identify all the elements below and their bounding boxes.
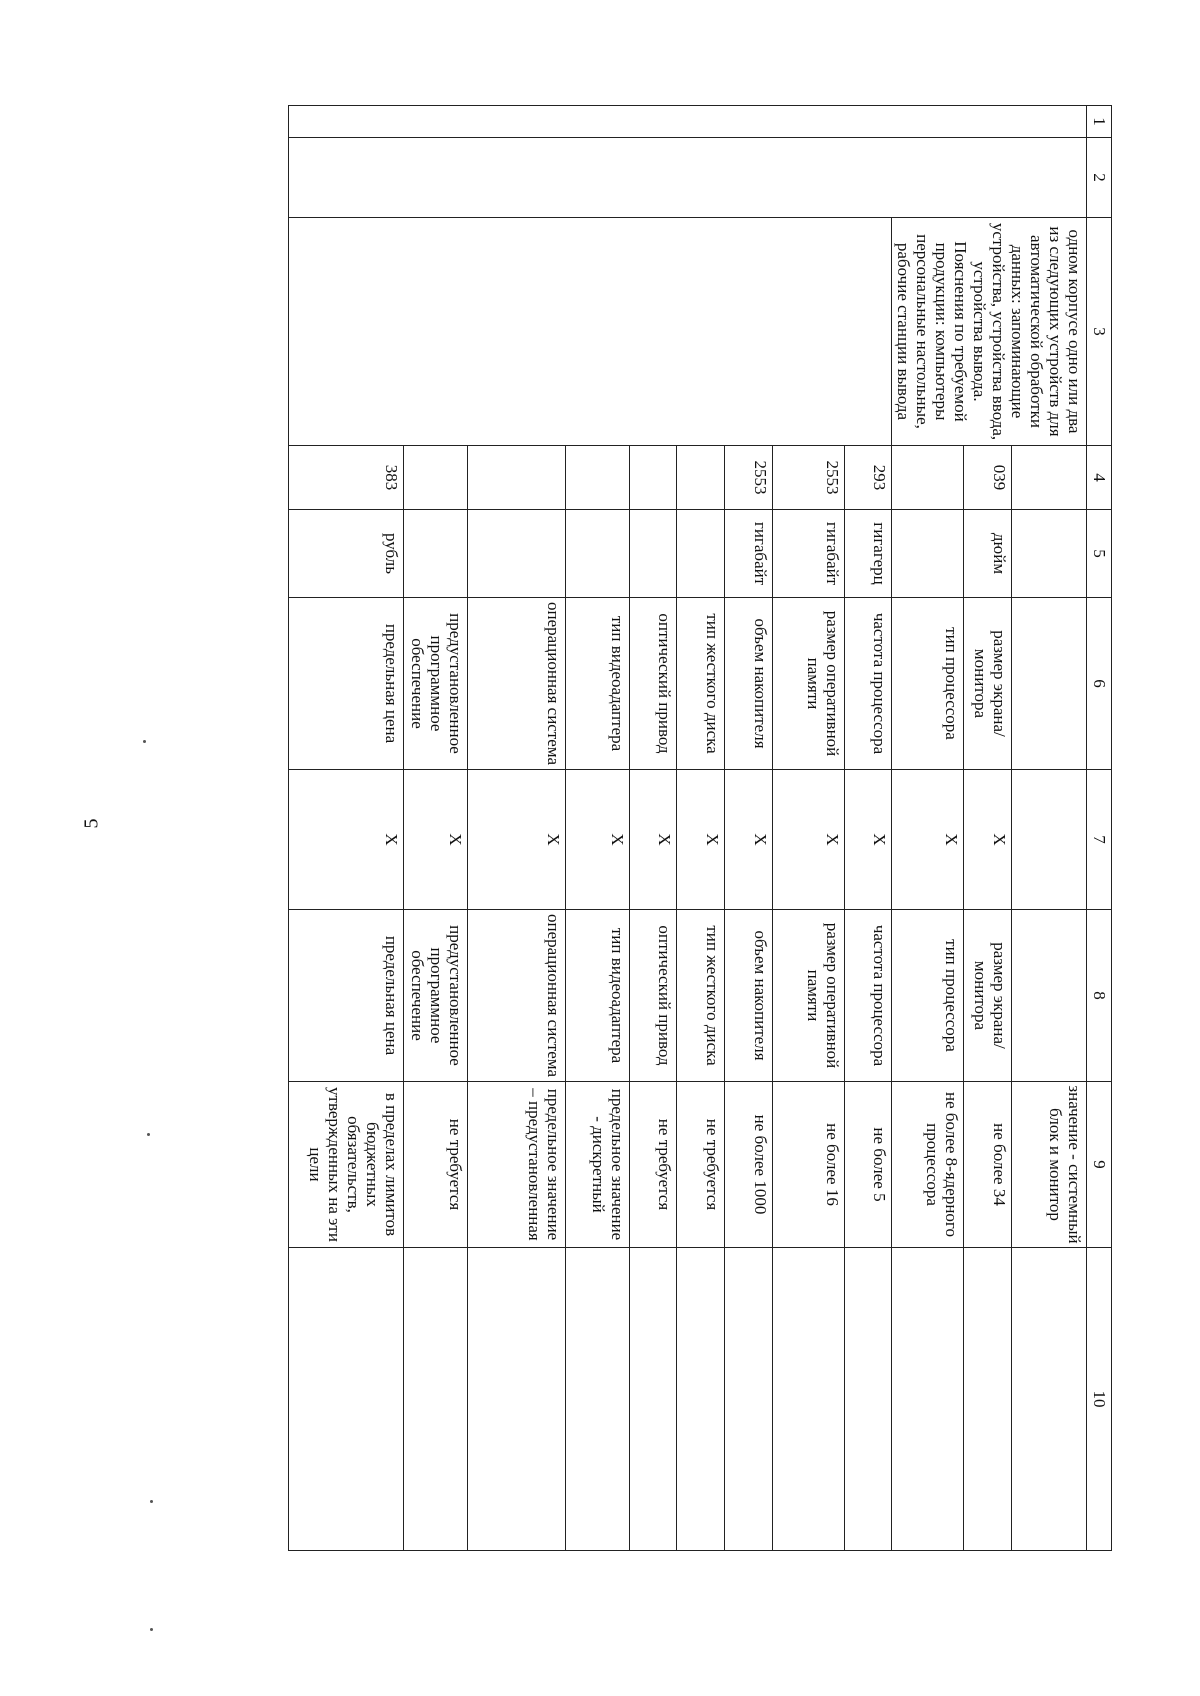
cell-unit: гигагерц [844,510,891,598]
cell-code [891,446,964,510]
cell-c8: тип процессора [891,910,964,1082]
cell-c8: операционная система [467,910,565,1082]
cell-c8: тип видеоадаптера [565,910,629,1082]
cell-c9: не требуется [676,1082,724,1248]
cell-c8: частота процессора [844,910,891,1082]
cell-c6: размер оперативной памяти [772,598,844,770]
cell-c8 [1012,910,1087,1082]
cell-code [629,446,676,510]
cell-c6: размер экрана/монитора [964,598,1012,770]
product-description: одном корпусе одно или два из следующих устройств для автоматической обработки данных: запоминающие устройства, устройства ввода, устройства вывода. Пояснения по требуемой продукции: компьютеры персональные настольные, рабочие станции вывода [891,218,1086,446]
cell-c8: размер оперативной памяти [772,910,844,1082]
cell-c10 [724,1248,772,1551]
requirements-table [288,105,1112,1551]
column-number: 6 [1087,598,1112,770]
cell-c8: размер экрана/ монитора [964,910,1012,1082]
column-number: 9 [1087,1082,1112,1248]
cell-c7 [1012,770,1087,910]
cell-c8: объем накопителя [724,910,772,1082]
cell-c10 [844,1248,891,1551]
scan-speck [147,1133,150,1136]
cell-c7: Х [629,770,676,910]
column-number: 3 [1087,218,1112,446]
cell-c7: Х [467,770,565,910]
cell-col2 [288,138,1086,218]
cell-unit: дюйм [964,510,1012,598]
cell-c7: Х [676,770,724,910]
cell-c8: оптический привод [629,910,676,1082]
cell-unit [467,510,565,598]
cell-c8: предельная цена [288,910,403,1082]
cell-c10 [891,1248,964,1551]
column-number: 10 [1087,1248,1112,1551]
cell-unit: гигабайт [724,510,772,598]
cell-code: 2553 [724,446,772,510]
table-row [1012,106,1087,1551]
column-number: 5 [1087,510,1112,598]
scan-speck [150,1500,153,1503]
column-number: 2 [1087,138,1112,218]
cell-unit [629,510,676,598]
cell-c7: Х [403,770,467,910]
rotated-table-sheet [222,105,1112,1550]
cell-code [676,446,724,510]
cell-c9: не более 16 [772,1082,844,1248]
cell-c9: не более 5 [844,1082,891,1248]
cell-c8: предустановленное программное обеспечение [403,910,467,1082]
cell-code: 383 [288,446,403,510]
cell-c7: Х [724,770,772,910]
cell-c6: предельная цена [288,598,403,770]
cell-c6: предустановленное программное обеспечение [403,598,467,770]
cell-c10 [629,1248,676,1551]
cell-c6: тип жесткого диска [676,598,724,770]
cell-c9: не более 8-ядерного процессора [891,1082,964,1248]
cell-c7: Х [844,770,891,910]
cell-unit [403,510,467,598]
page-number: 5 [80,818,103,829]
cell-unit [676,510,724,598]
cell-code [565,446,629,510]
cell-code [1012,446,1087,510]
cell-unit [891,510,964,598]
cell-c10 [676,1248,724,1551]
cell-unit: рубль [288,510,403,598]
cell-c9: не более 1000 [724,1082,772,1248]
cell-c6: частота процессора [844,598,891,770]
cell-code [467,446,565,510]
cell-col3-empty [288,218,891,446]
cell-c6: тип процессора [891,598,964,770]
cell-c9: не более 34 [964,1082,1012,1248]
cell-c9: не требуется [629,1082,676,1248]
cell-c6 [1012,598,1087,770]
column-number: 1 [1087,106,1112,138]
column-number: 8 [1087,910,1112,1082]
cell-c6: операционная система [467,598,565,770]
cell-c7: Х [964,770,1012,910]
cell-code: 2553 [772,446,844,510]
cell-c6: тип видеоадаптера [565,598,629,770]
cell-code: 039 [964,446,1012,510]
scan-speck [143,740,146,743]
column-number: 4 [1087,446,1112,510]
cell-c9: предельное значение – предустановленная [467,1082,565,1248]
scan-speck [150,1628,153,1631]
table-row [844,106,891,1551]
cell-c9: в пределах лимитов бюджетных обязательств, утвержденных на эти цели [288,1082,403,1248]
cell-c10 [772,1248,844,1551]
column-number: 7 [1087,770,1112,910]
cell-c7: Х [288,770,403,910]
cell-c8: тип жесткого диска [676,910,724,1082]
cell-c9: не требуется [403,1082,467,1248]
cell-c6: оптический привод [629,598,676,770]
cell-c9: значение - системный блок и монитор [1012,1082,1087,1248]
cell-c10 [467,1248,565,1551]
cell-unit [1012,510,1087,598]
cell-c7: Х [565,770,629,910]
cell-c6: объем накопителя [724,598,772,770]
cell-c10 [403,1248,467,1551]
cell-c10 [964,1248,1012,1551]
cell-c9: предельное значение - дискретный [565,1082,629,1248]
column-number-row [1087,106,1112,1551]
cell-code [403,446,467,510]
cell-unit [565,510,629,598]
cell-col1 [288,106,1086,138]
cell-c10 [1012,1248,1087,1551]
cell-c7: Х [772,770,844,910]
cell-c7: Х [891,770,964,910]
cell-c10 [288,1248,403,1551]
cell-c10 [565,1248,629,1551]
cell-code: 293 [844,446,891,510]
cell-unit: гигабайт [772,510,844,598]
